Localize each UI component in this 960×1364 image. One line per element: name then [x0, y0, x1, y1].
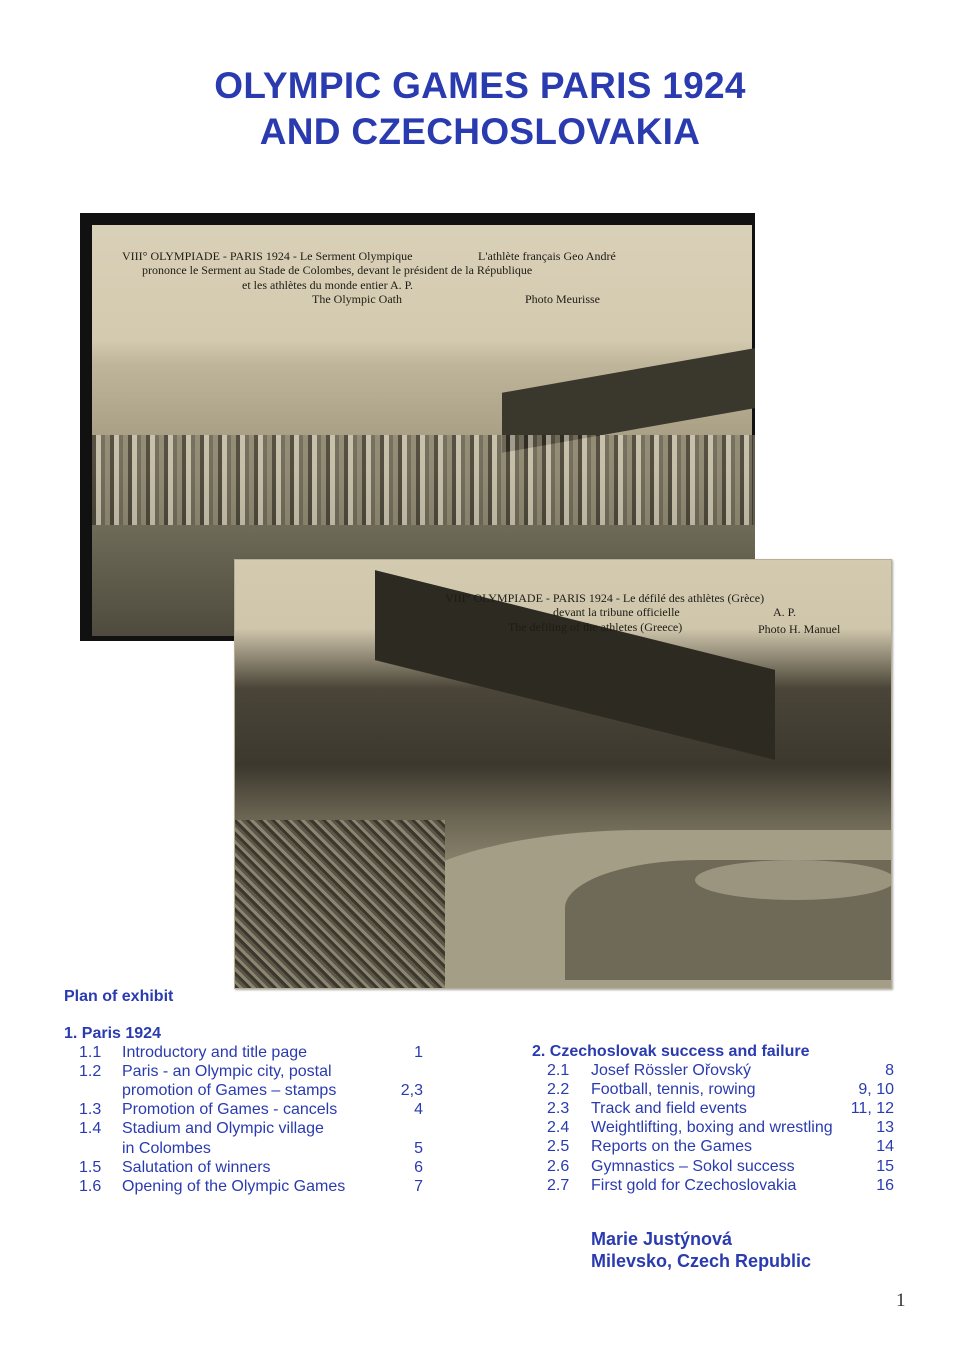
- postcard1-caption-4a: The Olympic Oath: [312, 292, 402, 306]
- section2-item-number: 2.1: [547, 1062, 570, 1079]
- section1-item-page: 6: [414, 1158, 423, 1176]
- section1-item-page: 5: [414, 1139, 423, 1157]
- section2-item-number: 2.4: [547, 1119, 570, 1137]
- section1-title: 1. Paris 1924: [64, 1025, 161, 1042]
- section2-item-number: 2.6: [547, 1157, 570, 1175]
- section2-item-text: Football, tennis, rowing: [591, 1081, 756, 1099]
- section2-item-number: 2.7: [547, 1176, 570, 1194]
- postcard1-caption-3: et les athlètes du monde entier A. P.: [242, 278, 413, 292]
- author-name: Marie Justýnová: [591, 1229, 733, 1249]
- infield-grass-image: [695, 860, 892, 900]
- section2-item-text: Gymnastics – Sokol success: [591, 1157, 795, 1175]
- section1-item-number: 1.5: [79, 1158, 102, 1176]
- postcard2-caption-2b: A. P.: [773, 605, 797, 619]
- section2-item-text: Reports on the Games: [591, 1138, 752, 1156]
- postcard-athletes-parade: [234, 559, 892, 989]
- postcard2-caption-3b: Photo H. Manuel: [758, 622, 841, 636]
- section2-item-text: Josef Rössler Ořovský: [591, 1062, 752, 1079]
- section1-item-text: Introductory and title page: [122, 1044, 308, 1061]
- page-title-line-1: OLYMPIC GAMES PARIS 1924: [214, 65, 746, 106]
- section1-item-text: Stadium and Olympic village: [122, 1120, 324, 1138]
- plan-heading: Plan of exhibit: [64, 988, 174, 1005]
- section1-item-number: 1.4: [79, 1120, 102, 1138]
- section2-item-page: 9, 10: [858, 1081, 894, 1099]
- section1-item-page: 7: [414, 1177, 423, 1195]
- section1-item-text: Salutation of winners: [122, 1158, 271, 1176]
- section1-item-page: 1: [414, 1044, 423, 1061]
- section1-item-page: 4: [414, 1101, 423, 1119]
- section1-item-number: 1.2: [79, 1063, 102, 1081]
- section2-title: 2. Czechoslovak success and failure: [532, 1043, 810, 1060]
- author-place: Milevsko, Czech Republic: [591, 1251, 812, 1271]
- section2-item-number: 2.2: [547, 1081, 570, 1099]
- section1-item-text: Promotion of Games - cancels: [122, 1101, 338, 1119]
- postcard2-caption-3a: The defiling of the athletes (Greece): [508, 620, 683, 634]
- section1-item-text: Paris - an Olympic city, postal: [122, 1063, 332, 1081]
- section2-item-number: 2.5: [547, 1138, 570, 1156]
- section1-item-text: in Colombes: [122, 1139, 211, 1157]
- section2-item-page: 16: [876, 1176, 894, 1194]
- section1-item-number: 1.1: [79, 1044, 102, 1061]
- section1-item-text: promotion of Games – stamps: [122, 1082, 337, 1100]
- postcard2-caption-2a: devant la tribune officielle: [553, 605, 680, 619]
- section2-item-page: 8: [885, 1062, 894, 1079]
- postcard1-caption-1a: VIII° OLYMPIADE - PARIS 1924 - Le Serment Olympique: [122, 249, 413, 263]
- section1-item-page: 2,3: [400, 1082, 423, 1100]
- page-title-line-2: AND CZECHOSLOVAKIA: [259, 111, 701, 152]
- section1-item-number: 1.3: [79, 1101, 102, 1119]
- spectator-crowd-image: [235, 820, 445, 988]
- section1-item-text: Opening of the Olympic Games: [122, 1177, 346, 1195]
- section2-item-page: 15: [876, 1157, 894, 1175]
- section2-item-text: Weightlifting, boxing and wrestling: [591, 1119, 833, 1137]
- page-number: 1: [896, 1290, 906, 1311]
- section2-item-text: First gold for Czechoslovakia: [591, 1176, 797, 1194]
- postcard1-caption-4b: Photo Meurisse: [525, 292, 600, 306]
- section2-item-page: 13: [876, 1119, 894, 1137]
- postcard1-caption-1b: L'athlète français Geo André: [478, 249, 616, 263]
- section2-item-number: 2.3: [547, 1100, 570, 1118]
- postcard1-caption-2: prononce le Serment au Stade de Colombes, devant le président de la République: [142, 263, 533, 277]
- section2-item-page: 11, 12: [850, 1100, 894, 1118]
- section2-item-text: Track and field events: [591, 1100, 747, 1118]
- section1-item-number: 1.6: [79, 1177, 102, 1195]
- section2-item-page: 14: [876, 1138, 894, 1156]
- postcard2-caption-1: VIII° OLYMPIADE - PARIS 1924 - Le défilé des athlètes (Grèce): [445, 591, 765, 605]
